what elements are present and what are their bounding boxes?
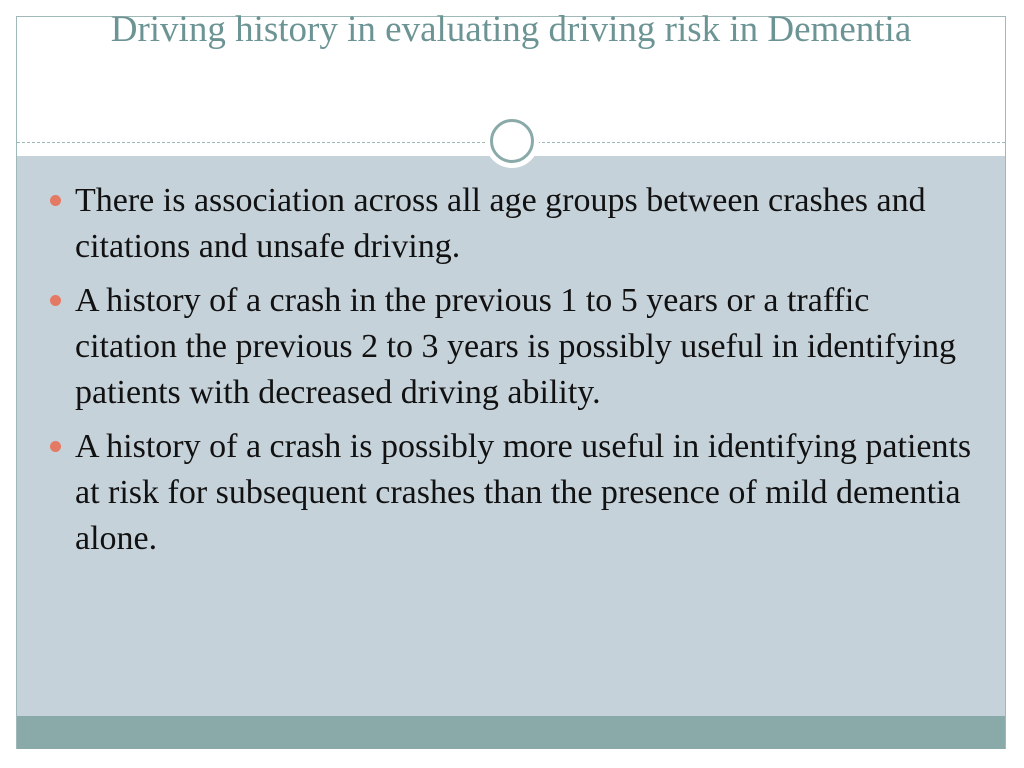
- bullet-item: [48, 278, 978, 416]
- bullet-dot-icon: [50, 441, 61, 452]
- bullet-dot-icon: [50, 195, 61, 206]
- bullet-text: A history of a crash in the previous 1 to 5 years or a traffic citation the previous 2 to 3 years is possibly useful in identifying patients with decreased driving ability.: [75, 282, 957, 411]
- bullet-list: [48, 178, 978, 570]
- bullet-item: [48, 178, 978, 270]
- bullet-text: There is association across all age groups between crashes and citations and unsafe driving.: [75, 182, 926, 265]
- bullet-dot-icon: [50, 295, 61, 306]
- bullet-text: A history of a crash is possibly more useful in identifying patients at risk for subsequent crashes than the presence of mild dementia alone.: [75, 428, 972, 557]
- circle-ornament-icon: [485, 114, 539, 168]
- ring-icon: [490, 119, 534, 163]
- bullet-item: [48, 424, 978, 562]
- footer-bar: [17, 716, 1005, 749]
- slide-title: Driving history in evaluating driving risk in Dementia: [110, 9, 912, 50]
